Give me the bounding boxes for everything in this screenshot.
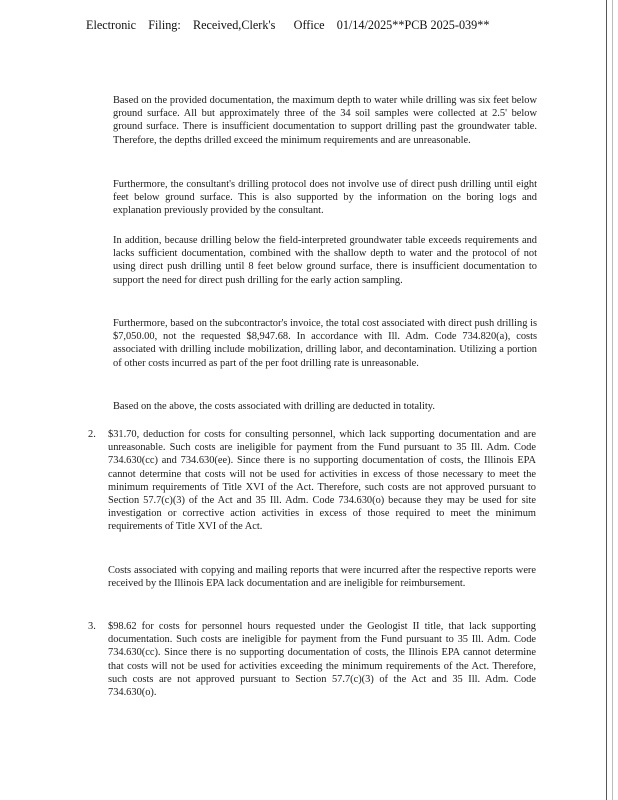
paragraph-insufficient-documentation: In addition, because drilling below the field-interpreted groundwater table exceeds requirements and lacks sufficient documentation, combined with the shallow depth to water and the protocol of not using direct push drilling until 8 feet below ground surface, there is insufficient documentation to support the need for direct push drilling for the early action sampling. [113,235,537,286]
paragraph-drilling-depth: Based on the provided documentation, the maximum depth to water while drilling was six feet below ground surface. All but approximately three of the 34 soil samples were collected at 2.5' below ground surface. There is insufficient documentation to support drilling past the groundwater table. Therefore, the depths drilled exceed the minimum requirements and are unreasonable. [113,95,537,146]
page-edge-line-secondary [612,0,613,800]
paragraph-drilling-protocol: Furthermore, the consultant's drilling protocol does not involve use of direct push drilling until eight feet below ground surface. This is also supported by the information on the boring logs and explanation previously provided by the consultant. [113,179,537,217]
list-item-number: 3. [88,621,96,632]
filing-stamp: Electronic Filing: Received,Clerk's Office 01/14/2025**PCB 2025-039** [86,18,490,32]
list-item-followup: Costs associated with copying and mailing reports that were incurred after the respective reports were received by the Illinois EPA lack documentation and are ineligible for reimbursement. [108,565,536,590]
paragraph-subcontractor-invoice: Furthermore, based on the subcontractor's invoice, the total cost associated with direct push drilling is $7,050.00, not the requested $8,947.68. In accordance with Ill. Adm. Code 734.820(a), costs associated with drilling include mobilization, drilling labor, and decontamination. Utilizing a portion of other costs incurred as part of the per foot drilling rate is unreasonable. [113,318,537,369]
list-item-number: 2. [88,429,96,440]
page-edge-line [606,0,607,800]
list-item-text: $98.62 for costs for personnel hours requested under the Geologist II title, that lack supporting documentation. Such costs are ineligible for payment from the Fund pursuant to 35 Ill. Adm. Code 734.630(cc). Since there is no supporting documentation of costs, the Illinois EPA cannot determine that costs will not be used for activities exceeding the minimum requirements of the Act. Therefore, such costs are not approved pursuant to Section 57.7(c)(3) of the Act and 35 Ill. Adm. Code 734.630(o). [108,621,536,699]
paragraph-drilling-deducted: Based on the above, the costs associated with drilling are deducted in totality. [113,401,435,412]
list-item-text: $31.70, deduction for costs for consulting personnel, which lack supporting documentation and are unreasonable. Such costs are ineligible for payment from the Fund pursuant to 35 Ill. Adm. Code 734.630(cc) and 734.630(ee). Since there is no supporting documentation of costs, the Illinois EPA cannot determine that costs will not be used for activities in excess of those necessary to meet the minimum requirements of Title XVI of the Act. Therefore, such costs are not approved pursuant to Section 57.7(c)(3) of the Act and 35 Ill. Adm. Code 734.630(o) because they may be used for site investigation or corrective action activities in excess of those required to meet the minimum requirements of Title XVI of the Act. [108,429,536,533]
